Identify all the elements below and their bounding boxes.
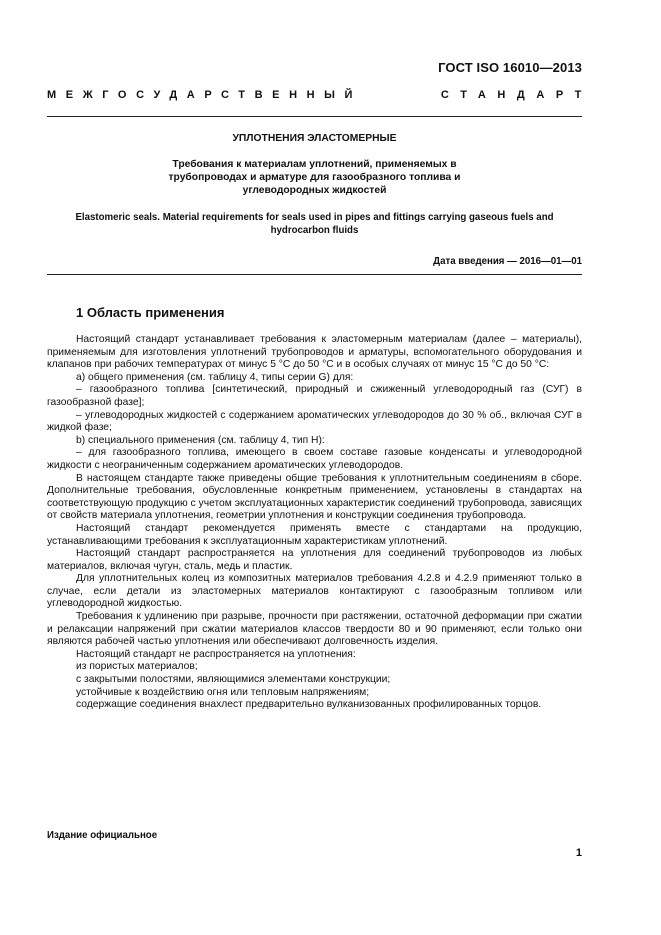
section-heading: 1 Область применения <box>76 305 225 320</box>
subtitle-line: Требования к материалам уплотнений, применяемых в <box>172 159 457 170</box>
paragraph: – углеводородных жидкостей с содержанием ароматических углеводородов до 30 % об., включая СУГ в жидкой фазе; <box>47 409 582 434</box>
paragraph: В настоящем стандарте также приведены общие требования к уплотнительным соединениям в сборе. Дополнительные требования, обусловленные конкретным применением, установлены в стандартах на соответствующую продукцию с учетом эксплуатационных характеристик соединений трубопровода, зависящих от свойств материала уплотнения, геометрии уплотнения и конструкции соединения трубопровода. <box>47 472 582 522</box>
document-title: УПЛОТНЕНИЯ ЭЛАСТОМЕРНЫЕ <box>232 133 397 144</box>
header-standard-word: СТАНДАРТ <box>440 89 593 101</box>
paragraph: Настоящий стандарт не распространяется на уплотнения: <box>76 648 356 660</box>
english-title <box>47 211 582 237</box>
subtitle-line: трубопроводах и арматуре для газообразного топлива и <box>168 172 461 183</box>
document-subtitle <box>47 158 582 197</box>
header-interstate-word: МЕЖГОСУДАРСТВЕННЫЙ <box>47 89 363 101</box>
list-item: из пористых материалов; <box>76 661 198 673</box>
paragraph: Настоящий стандарт распространяется на уплотнения для соединений трубопроводов из любых материалов, включая чугун, сталь, медь и пластик. <box>47 548 582 572</box>
paragraph: Для уплотнительных колец из композитных материалов требования 4.2.8 и 4.2.9 применяют только в случае, если детали из эластомерных материалов контактируют с газообразным топливом или углеводородной жидкостью. <box>47 573 582 610</box>
header-divider <box>47 116 582 117</box>
effective-date: Дата введения — 2016—01—01 <box>433 256 582 267</box>
page-number: 1 <box>575 847 582 859</box>
paragraph: b) специального применения (см. таблицу 4, тип H): <box>76 434 325 446</box>
list-item: с закрытыми полостями, являющимися элементами конструкции; <box>76 674 391 686</box>
section-body <box>47 334 582 712</box>
list-item: устойчивые к воздействию огня или тепловым напряжениям; <box>76 686 370 698</box>
english-title-line: Elastomeric seals. Material requirements for seals used in pipes and fittings carrying gaseous fuels and <box>75 212 554 223</box>
english-title-line: hydrocarbon fluids <box>270 225 359 236</box>
paragraph: Настоящий стандарт рекомендуется применять вместе с стандартами на продукцию, устанавливающими требования к эксплуатационным характеристикам уплотнений. <box>47 522 582 547</box>
paragraph: Настоящий стандарт устанавливает требования к эластомерным материалам (далее – материалы), применяемым для изготовления уплотнений трубопроводов и арматуры, вспомогательного оборудования и клапанов при рабочих температурах от минус 5 °С до 50 °С и в особых случаях от минус 15 °С до 50 °С: <box>47 334 582 371</box>
paragraph: – газообразного топлива [синтетический, природный и сжиженный углеводородный газ (СУГ) в газообразной фазе]; <box>47 384 582 408</box>
paragraph: a) общего применения (см. таблицу 4, типы серии G) для: <box>76 371 354 383</box>
list-item: содержащие соединения внахлест предварительно вулканизованных профилированных торцов. <box>76 699 542 711</box>
standard-code: ГОСТ ISO 16010—2013 <box>438 60 582 75</box>
date-divider <box>47 274 582 275</box>
paragraph: Требования к удлинению при разрыве, прочности при растяжении, остаточной деформации при сжатии и релаксации напряжений при сжатии материалов классов твердости 80 и 90 применяют, если только они являются рабочей частью уплотнения или обеспечивают долговечность изделия. <box>47 611 582 648</box>
subtitle-line: углеводородных жидкостей <box>242 185 387 196</box>
paragraph: – для газообразного топлива, имеющего в своем составе газовые конденсаты и углеводородной жидкости с неограниченным содержанием ароматических углеводородов. <box>47 447 582 471</box>
standard-type-header <box>47 89 593 101</box>
official-edition-note: Издание официальное <box>47 830 158 841</box>
